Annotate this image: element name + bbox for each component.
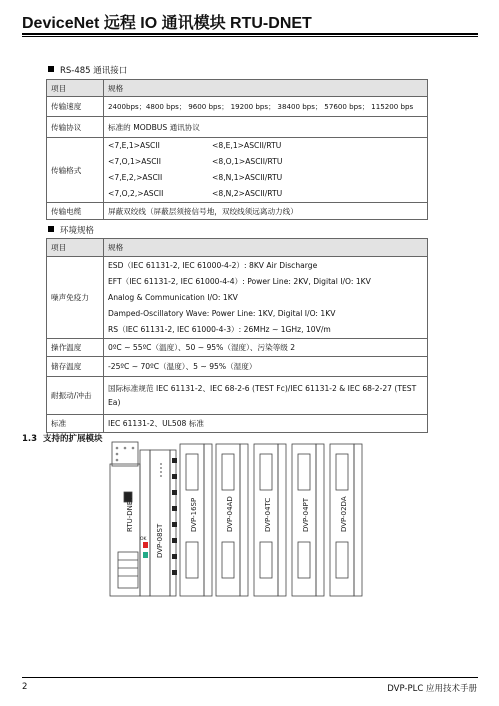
table-row — [47, 97, 428, 117]
row-value: -25ºC ~ 70ºC（温度）、5 ~ 95%（湿度） — [104, 357, 428, 377]
section-env — [48, 224, 94, 236]
format-a: <7,E,1>ASCII — [108, 141, 160, 150]
table-row — [47, 138, 428, 203]
page-number: 2 — [22, 682, 28, 692]
row-value: IEC 61131-2、UL508 标准 — [104, 415, 428, 433]
table-header-row — [47, 80, 428, 97]
header-rule-thin — [22, 36, 478, 37]
module-label: RTU-DNET — [126, 496, 134, 532]
footer-rule — [22, 677, 478, 678]
table-row — [47, 117, 428, 138]
noise-cell — [104, 257, 428, 339]
row-label: 噪声免疫力 — [47, 257, 104, 339]
table-row — [47, 357, 428, 377]
rs485-table — [46, 79, 428, 220]
module-label: DVP-02DA — [340, 496, 348, 532]
header-spec: 规格 — [104, 239, 428, 257]
format-cell — [104, 138, 428, 203]
table-row — [47, 339, 428, 357]
section-rs485 — [48, 64, 127, 76]
format-a: <7,O,2,>ASCII — [108, 189, 164, 198]
noise-line: RS（IEC 61131-2, IEC 61000-4-3）: 26MHz ~ 1GHz, 10V/m — [108, 324, 331, 334]
table-row — [47, 203, 428, 220]
subsection-heading — [22, 432, 103, 444]
section-env-title: 环境规格 — [60, 226, 95, 236]
table-row — [47, 257, 428, 339]
row-label: 耐振动/冲击 — [47, 377, 104, 415]
row-label: 传输格式 — [47, 138, 104, 203]
noise-line: Analog & Communication I/O: 1KV — [108, 292, 238, 302]
module-label: DVP-16SP — [190, 497, 198, 532]
row-value: 国际标准规范 IEC 61131-2、IEC 68-2-6 (TEST Fc)/IEC 61131-2 & IEC 68-2-27 (TEST Ea) — [104, 377, 428, 415]
dvp-08st-body — [150, 450, 170, 596]
table-row — [47, 415, 428, 433]
format-a: <7,O,1>ASCII — [108, 157, 161, 166]
row-value: 标准的 MODBUS 通讯协议 — [104, 117, 428, 138]
row-label: 储存温度 — [47, 357, 104, 377]
table-header-row — [47, 239, 428, 257]
header-rule — [22, 33, 478, 35]
format-b: <8,N,2>ASCII/RTU — [212, 189, 283, 198]
row-value: 屏蔽双绞线（屏蔽层须接信号地，双绞线须远离动力线） — [104, 203, 428, 220]
section-rs485-title: RS-485 通讯接口 — [60, 66, 128, 76]
square-bullet-icon — [48, 66, 54, 72]
module-label: DVP-04TC — [264, 497, 272, 532]
square-bullet-icon — [48, 226, 54, 232]
format-b: <8,O,1>ASCII/RTU — [212, 157, 283, 166]
header-item: 项目 — [47, 80, 104, 97]
footer-doc-title: DVP-PLC 应用技术手册 — [387, 684, 477, 694]
status-led-green — [143, 552, 148, 558]
noise-line: Damped-Oscillatory Wave: Power Line: 1KV, Digital I/O: 1KV — [108, 308, 336, 318]
subsection-title: 支持的扩展模块 — [42, 434, 103, 444]
env-table — [46, 238, 428, 433]
module-diagram — [108, 440, 398, 598]
row-label: 标准 — [47, 415, 104, 433]
page-header-title: DeviceNet 远程 IO 通讯模块 RTU-DNET — [22, 15, 312, 32]
subsection-number: 1.3 — [22, 434, 38, 444]
format-b: <8,N,1>ASCII/RTU — [212, 173, 283, 182]
noise-line: EFT（IEC 61131-2, IEC 61000-4-4）: Power Line: 2KV, Digital I/O: 1KV — [108, 276, 371, 286]
format-line — [108, 186, 423, 202]
row-label: 传输电缆 — [47, 203, 104, 220]
row-label: 操作温度 — [47, 339, 104, 357]
header-item: 项目 — [47, 239, 104, 257]
row-value: 2400bps；4800 bps； 9600 bps； 19200 bps； 38400 bps； 57600 bps； 115200 bps — [104, 97, 428, 117]
format-b: <8,E,1>ASCII/RTU — [212, 141, 282, 150]
format-a: <7,E,2,>ASCII — [108, 173, 163, 182]
row-label: 传输协议 — [47, 117, 104, 138]
status-led-red — [143, 542, 148, 548]
format-line — [108, 138, 423, 154]
module-label: DVP-04AD — [226, 496, 234, 532]
module-label: DVP-08ST — [156, 523, 164, 558]
table-row — [47, 377, 428, 415]
connector-port — [118, 552, 138, 588]
format-line — [108, 170, 423, 186]
module-label: DVP-04PT — [302, 497, 310, 532]
ok-label: OK — [140, 537, 147, 542]
row-value: 0ºC ~ 55ºC（温度）、50 ~ 95%（湿度）、污染等级 2 — [104, 339, 428, 357]
rtu-dnet-side — [140, 450, 150, 596]
noise-line: ESD（IEC 61131-2, IEC 61000-4-2）: 8KV Air Discharge — [108, 260, 318, 270]
header-spec: 规格 — [104, 80, 428, 97]
format-line — [108, 154, 423, 170]
row-label: 传输速度 — [47, 97, 104, 117]
